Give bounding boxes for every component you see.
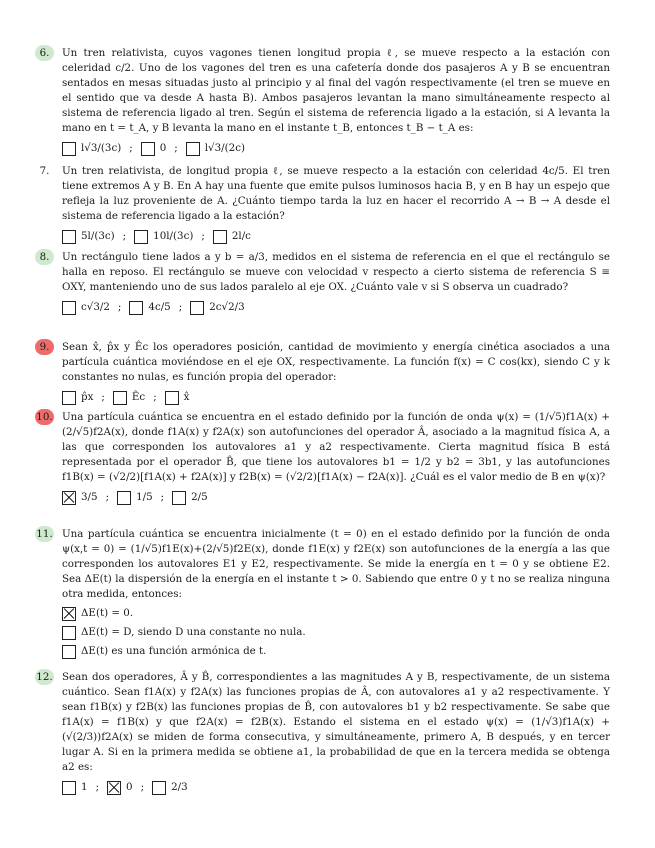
question-11 [36,527,610,659]
question-number: 10. [36,411,53,423]
option-label: 5l/(3c) [81,230,115,242]
question-10 [36,410,610,505]
checkbox[interactable] [62,645,76,659]
option-label: 0 [159,142,167,154]
checkbox[interactable] [62,626,76,640]
option-b[interactable] [107,780,133,795]
checked-checkbox[interactable] [62,607,76,621]
options: c√3/2 ; 4c/5 ; 2c√2/3 [62,300,610,315]
checkbox[interactable] [62,391,76,405]
question-number: 6. [35,45,54,61]
option-b[interactable] [129,300,170,315]
checked-checkbox[interactable] [107,781,121,795]
option-a[interactable] [62,229,115,244]
checkbox[interactable] [172,491,186,505]
option-b[interactable] [117,490,153,505]
option-label: 4c/5 [148,301,171,313]
option-label: c√3/2 [81,301,110,313]
option-label: 2l/c [231,230,251,242]
question-text: Una partícula cuántica se encuentra en el estado definido por la función de onda ψ(x) = (1/√5)f1A(x) + (2/√5)f2A(x), donde f1A(x) y f2A(x) son autofunciones del operador Â, asociado a la magnitud física A, a las que corresponden los autovalores a1 y a2 respectivamente. Cierta magnitud física B está representada por el operador B̂, que tiene los autovalores b1 = 1/2 y b2 = 3b1, y las autofunciones f1B(x) = (√2/2)[f1A(x) + f2A(x)] y f2B(x) = (√2/2)[f1A(x) − f2A(x)]. ¿Cuál es el valor medio de B en ψ(x)? [62,411,610,483]
checkbox[interactable] [186,142,200,156]
option-b[interactable] [134,229,193,244]
question-text: Sean x̂, p̂x y Êc los operadores posición, cantidad de movimiento y energía cinética asociados a una partícula cuántica moviéndose en el eje OX, respectivamente. La función f(x) = C cos(kx), siendo C y k constantes no nulas, es función propia del operador: [62,341,610,383]
option-a[interactable] [62,300,110,315]
question-12 [36,670,610,795]
checkbox[interactable] [190,301,204,315]
option-label: ΔE(t) = D, siendo D una constante no nula. [81,626,306,638]
question-number: 12. [36,671,53,683]
option-c[interactable] [186,141,245,156]
options [62,606,610,659]
option-c[interactable] [62,644,610,659]
question-number: 7. [39,165,50,177]
checkbox[interactable] [62,301,76,315]
option-a[interactable] [62,141,121,156]
option-label: x̂ [183,391,190,403]
option-b[interactable] [113,390,145,405]
question-text: Una partícula cuántica se encuentra inicialmente (t = 0) en el estado definido por la función de onda ψ(x,t = 0) = (1/√5)f1E(x)+(2/√5)f2E(x), donde f1E(x) y f2E(x) son autofunciones de la energía a las que corresponden los autovalores E1 y E2, respectivamente. Se mide la energía en t = 0 y se obtiene E2. Sea ΔE(t) la dispersión de la energía en el instante t > 0. Sabiendo que entre 0 y t no se realiza ninguna otra medida, entonces: [62,528,610,600]
question-text: Un tren relativista, cuyos vagones tienen longitud propia ℓ, se mueve respecto a la estación con celeridad c/2. Uno de los vagones del tren es una cafetería donde dos pasajeros A y B se encuentran sentados en mesas situadas justo al principio y al final del vagón respectivamente (el tren se mueve en el sentido que va desde A hasta B). Ambos pasajeros levantan la mano simultáneamente respecto al sistema de referencia ligado al tren. Según el sistema de referencia ligado a la estación, si A levanta la mano en t = t_A, y B levanta la mano en el instante t_B, entonces t_B − t_A es: [62,47,610,134]
option-c[interactable] [152,780,188,795]
question-text: Sean dos operadores, Â y B̂, correspondientes a las magnitudes A y B, respectivamente, de un sistema cuántico. Sean f1A(x) y f2A(x) las funciones propias de Â, con autovalores a1 y a2 respectivamente. Y sean f1B(x) y f2B(x) las funciones propias de B̂, con autovalores b1 y b2 respectivamente. Se sabe que f1A(x) = f1B(x) y que f2A(x) = f2B(x). Estando el sistema en el estado ψ(x) = (1/√3)f1A(x) + (√(2/3))f2A(x) se miden de forma consecutiva, y simultáneamente, primero A, B después, y en tercer lugar A. Si en la primera medida se obtiene a1, la probabilidad de que en la tercera medida se obtenga a2 es: [62,671,610,773]
checkbox[interactable] [213,230,227,244]
question-number: 8. [35,249,54,265]
question-6 [39,46,610,156]
option-label: ΔE(t) = 0. [81,607,134,619]
option-label: l√3/(2c) [204,142,245,154]
options: 1 ; 0 ; 2/3 [62,780,610,795]
option-c[interactable] [165,390,190,405]
option-label: 2/3 [171,781,188,793]
question-text: Un rectángulo tiene lados a y b = a/3, medidos en el sistema de referencia en el que el rectángulo se halla en reposo. El rectángulo se mueve con velocidad v respecto a cierto sistema de referencia S ≡ OXY, manteniendo uno de sus lados paralelo al eje OX. ¿Cuánto vale v si S observa un cuadrado? [62,251,610,293]
option-label: 2c√2/3 [209,301,245,313]
option-label: 10l/(3c) [153,230,194,242]
option-c[interactable] [172,490,208,505]
option-b[interactable] [141,141,167,156]
checkbox[interactable] [117,491,131,505]
option-a[interactable] [62,780,88,795]
checkbox[interactable] [141,142,155,156]
checked-checkbox[interactable] [62,491,76,505]
option-c[interactable] [190,300,244,315]
option-label: 1 [81,781,88,793]
option-label: ΔE(t) es una función armónica de t. [81,645,267,657]
options: l√3/(3c) ; 0 ; l√3/(2c) [62,141,610,156]
option-label: p̂x [81,391,94,403]
question-9 [39,340,610,405]
option-label: 3/5 [81,491,98,503]
options: 5l/(3c) ; 10l/(3c) ; 2l/c [62,229,610,244]
checkbox[interactable] [62,142,76,156]
checkbox[interactable] [113,391,127,405]
question-number: 11. [36,528,53,540]
question-8 [39,250,610,315]
option-a[interactable] [62,390,93,405]
question-7 [39,164,610,244]
question-number: 9. [35,339,54,355]
option-label: 2/5 [191,491,208,503]
options: 3/5 ; 1/5 ; 2/5 [62,490,610,505]
option-b[interactable] [62,625,610,640]
checkbox[interactable] [129,301,143,315]
option-a[interactable] [62,606,610,621]
checkbox[interactable] [165,391,179,405]
option-label: l√3/(3c) [81,142,122,154]
option-a[interactable] [62,490,98,505]
option-label: 0 [126,781,133,793]
checkbox[interactable] [134,230,148,244]
options: p̂x ; Êc ; x̂ [62,390,610,405]
question-text: Un tren relativista, de longitud propia ℓ, se mueve respecto a la estación con celeridad 4c/5. El tren tiene extremos A y B. En A hay una fuente que emite pulsos luminosos hacia B, y en B hay un espejo que refleja la luz proveniente de A. ¿Cuánto tiempo tarda la luz en hacer el recorrido A → B → A desde el sistema de referencia ligado a la estación? [62,165,610,222]
option-label: Êc [131,391,146,403]
option-label: 1/5 [136,491,153,503]
checkbox[interactable] [62,230,76,244]
checkbox[interactable] [152,781,166,795]
checkbox[interactable] [62,781,76,795]
option-c[interactable] [213,229,251,244]
